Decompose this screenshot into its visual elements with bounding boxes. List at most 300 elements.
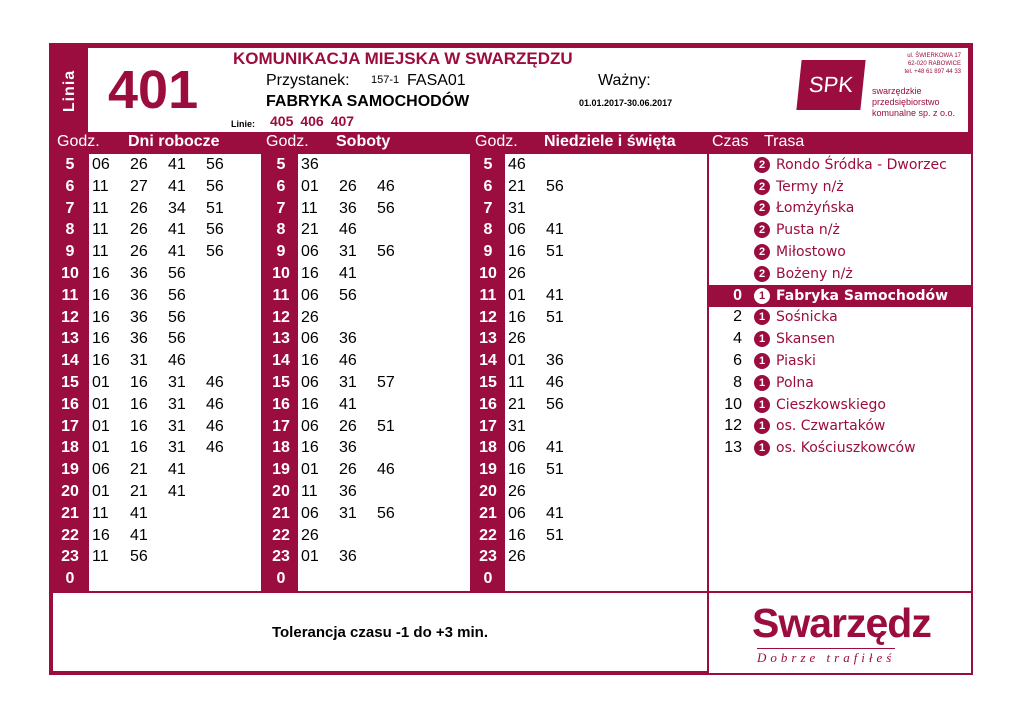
hour-cell: 7 — [65, 199, 75, 217]
departure-minute: 16 — [508, 461, 526, 479]
departure-minute: 56 — [206, 221, 224, 239]
hour-cell: 11 — [61, 286, 79, 304]
route-stop-name: Polna — [776, 374, 814, 391]
minutes-row — [505, 328, 707, 350]
minutes-row — [505, 154, 707, 176]
departure-minute: 21 — [130, 461, 148, 479]
hour-cell: 13 — [479, 330, 497, 348]
spk-full-name: swarzędzkie przedsiębiorstwo komunalne sp. z o.o. — [872, 86, 956, 118]
hour-cell: 8 — [483, 221, 493, 239]
minutes-row — [298, 525, 470, 547]
route-stop-name: Pusta n/ż — [776, 222, 840, 239]
spk-logo-mark: SPK — [796, 60, 865, 110]
hour-cell: 17 — [272, 417, 290, 435]
departure-minute: 01 — [92, 373, 110, 391]
hour-cell: 5 — [65, 156, 75, 173]
minutes-row — [505, 546, 707, 568]
minutes-row — [505, 241, 707, 263]
hour-cell: 20 — [272, 482, 290, 500]
departure-minute: 46 — [508, 156, 526, 173]
departure-minute: 41 — [168, 177, 186, 195]
minutes-row — [89, 350, 261, 372]
hour-cell: 6 — [65, 177, 75, 195]
zone-badge: 1 — [754, 331, 770, 347]
hour-cell: 13 — [61, 330, 79, 348]
departure-minute: 06 — [301, 504, 319, 522]
route-stop-row — [709, 219, 971, 241]
departure-minute: 26 — [130, 243, 148, 261]
departure-minute: 36 — [130, 264, 148, 282]
departure-minute: 21 — [130, 482, 148, 500]
minutes-row — [89, 437, 261, 459]
route-stop-row — [709, 437, 971, 459]
hour-cell: 0 — [276, 570, 286, 588]
route-stop-row — [709, 198, 971, 220]
hour-cell: 6 — [483, 177, 493, 195]
hour-cell: 23 — [272, 548, 290, 566]
minutes-row — [298, 219, 470, 241]
departure-minute: 16 — [92, 308, 110, 326]
minutes-row — [89, 241, 261, 263]
departure-minute: 21 — [508, 395, 526, 413]
departure-minute: 26 — [508, 482, 526, 500]
hour-cell: 14 — [272, 352, 290, 370]
departure-minute: 26 — [130, 221, 148, 239]
stop-travel-time: 6 — [733, 352, 742, 370]
minutes-row — [89, 503, 261, 525]
route-time-header — [712, 133, 748, 151]
departure-minute: 16 — [301, 439, 319, 457]
departure-minute: 41 — [546, 221, 564, 239]
zone-badge: 2 — [754, 222, 770, 238]
stop-travel-time: 2 — [733, 308, 742, 326]
route-stop-name: os. Czwartaków — [776, 418, 886, 435]
stop-code-small: 157-1 — [371, 74, 400, 86]
departure-minute: 01 — [92, 417, 110, 435]
hour-cell: 12 — [61, 308, 79, 326]
departure-minute: 56 — [206, 156, 224, 173]
hour-cell: 6 — [276, 177, 286, 195]
route-stop-name: Fabryka Samochodów — [776, 287, 949, 304]
hour-cell: 19 — [479, 461, 497, 479]
departure-minute: 56 — [377, 243, 395, 261]
minutes-row — [298, 459, 470, 481]
departure-minute: 36 — [339, 330, 357, 348]
stop-travel-time: 13 — [724, 439, 742, 457]
departure-minute: 56 — [546, 177, 564, 195]
departure-minute: 11 — [92, 548, 109, 566]
stop-name: FABRYKA SAMOCHODÓW — [266, 93, 470, 110]
departure-minute: 46 — [339, 221, 357, 239]
hour-cell: 21 — [61, 504, 79, 522]
minutes-row — [298, 546, 470, 568]
departure-minute: 34 — [168, 199, 186, 217]
minutes-row — [89, 525, 261, 547]
departure-minute: 41 — [168, 156, 186, 173]
stop-travel-time: 10 — [724, 395, 742, 413]
route-title: Trasa — [764, 133, 805, 150]
zone-badge: 1 — [754, 440, 770, 456]
minutes-row — [89, 568, 261, 590]
address-line: ul. ŚWIERKOWA 17 — [907, 53, 961, 59]
hour-cell: 7 — [276, 199, 286, 217]
route-stop-row — [709, 350, 971, 372]
zone-badge: 2 — [754, 244, 770, 260]
departure-minute: 56 — [130, 548, 148, 566]
departure-minute: 06 — [301, 330, 319, 348]
route-stop-name: Bożeny n/ż — [776, 265, 853, 282]
hour-cell: 8 — [65, 221, 75, 239]
departure-minute: 31 — [130, 352, 148, 370]
minutes-row — [298, 263, 470, 285]
departure-minute: 41 — [546, 439, 564, 457]
departure-minute: 16 — [508, 243, 526, 261]
zone-badge: 2 — [754, 200, 770, 216]
other-line-link[interactable]: 406 — [300, 113, 324, 129]
departure-minute: 11 — [301, 482, 318, 500]
departure-minute: 56 — [546, 395, 564, 413]
departure-minute: 16 — [301, 352, 319, 370]
minutes-row — [89, 307, 261, 329]
departure-minute: 26 — [508, 548, 526, 566]
weekday-hours — [51, 154, 89, 590]
departure-minute: 21 — [301, 221, 319, 239]
departure-minute: 01 — [301, 177, 319, 195]
departure-minute: 41 — [168, 221, 186, 239]
departure-minute: 06 — [92, 156, 110, 173]
hour-cell: 7 — [483, 199, 493, 217]
minutes-row — [89, 176, 261, 198]
departure-minute: 31 — [339, 504, 357, 522]
minutes-row — [298, 328, 470, 350]
zone-badge: 2 — [754, 179, 770, 195]
minutes-row — [89, 154, 261, 176]
departure-minute: 41 — [168, 243, 186, 261]
departure-minute: 01 — [508, 352, 526, 370]
minutes-row — [89, 372, 261, 394]
departure-minute: 26 — [339, 461, 357, 479]
departure-minute: 56 — [206, 177, 224, 195]
departure-minute: 01 — [92, 439, 110, 457]
departure-minute: 51 — [546, 461, 564, 479]
route-stop-name: Sośnicka — [776, 309, 838, 326]
stop-travel-time: 0 — [733, 286, 742, 304]
departure-minute: 36 — [301, 156, 319, 173]
departure-minute: 21 — [508, 177, 526, 195]
hour-cell: 16 — [61, 395, 79, 413]
hour-cell: 20 — [61, 482, 79, 500]
route-header — [764, 133, 804, 151]
departure-minute: 31 — [168, 417, 186, 435]
departure-minute: 26 — [130, 199, 148, 217]
departure-minute: 26 — [130, 156, 148, 173]
other-line-link[interactable]: 405 — [270, 113, 294, 129]
weekday-title: Dni robocze — [128, 133, 220, 150]
minutes-row — [505, 372, 707, 394]
minutes-row — [89, 263, 261, 285]
saturday-minutes — [298, 154, 470, 591]
address-line: tel. +48 61 897 44 33 — [904, 69, 961, 75]
route-stop-row — [709, 328, 971, 350]
swarzedz-tagline: Dobrze trafiłeś — [757, 650, 896, 665]
departure-minute: 41 — [168, 482, 186, 500]
minutes-row — [505, 459, 707, 481]
valid-label: Ważny: — [598, 72, 651, 89]
departure-minute: 46 — [168, 352, 186, 370]
departure-minute: 16 — [92, 352, 110, 370]
departure-minute: 56 — [339, 286, 357, 304]
departure-minute: 31 — [508, 417, 526, 435]
departure-minute: 51 — [546, 308, 564, 326]
sunday-title: Niedziele i święta — [544, 133, 676, 150]
departure-minute: 51 — [546, 243, 564, 261]
zone-badge: 1 — [754, 375, 770, 391]
linia-label-text: Linia — [61, 69, 78, 113]
current-stop-row — [709, 285, 971, 307]
company-address — [904, 52, 961, 76]
minutes-row — [298, 481, 470, 503]
departure-minute: 16 — [508, 308, 526, 326]
departure-minute: 16 — [130, 439, 148, 457]
departure-minute: 16 — [92, 330, 110, 348]
route-stop-name: Skansen — [776, 331, 835, 348]
departure-minute: 31 — [168, 439, 186, 457]
hour-cell: 9 — [483, 243, 493, 261]
departure-minute: 51 — [206, 199, 224, 217]
hour-cell: 16 — [479, 395, 497, 413]
minutes-row — [505, 525, 707, 547]
minutes-row — [298, 394, 470, 416]
departure-minute: 36 — [130, 308, 148, 326]
line-number: 401 — [108, 60, 199, 120]
hour-cell: 18 — [61, 439, 79, 457]
minutes-row — [505, 437, 707, 459]
departure-minute: 16 — [508, 526, 526, 544]
departure-minute: 36 — [339, 439, 357, 457]
hour-label: Godz. — [57, 133, 100, 150]
departure-minute: 41 — [339, 395, 357, 413]
departure-minute: 06 — [301, 286, 319, 304]
departure-minute: 36 — [339, 548, 357, 566]
minutes-row — [505, 350, 707, 372]
hour-cell: 12 — [272, 308, 290, 326]
minutes-row — [298, 568, 470, 590]
departure-minute: 36 — [130, 286, 148, 304]
minutes-row — [89, 285, 261, 307]
route-panel — [709, 154, 971, 591]
route-stop-name: Termy n/ż — [776, 178, 844, 195]
hour-cell: 12 — [479, 308, 497, 326]
hour-cell: 10 — [272, 264, 290, 282]
hour-cell: 15 — [61, 373, 79, 391]
other-lines — [270, 113, 354, 129]
departure-minute: 36 — [339, 482, 357, 500]
valid-dates: 01.01.2017-30.06.2017 — [579, 98, 673, 108]
departure-minute: 26 — [339, 177, 357, 195]
linia-vertical-label — [55, 52, 85, 130]
stop-code: FASA01 — [407, 72, 466, 89]
minutes-row — [89, 219, 261, 241]
hour-cell: 21 — [479, 504, 497, 522]
minutes-row — [505, 568, 707, 590]
hour-cell: 19 — [272, 461, 290, 479]
weekday-header — [128, 133, 220, 151]
departure-minute: 16 — [92, 526, 110, 544]
hour-cell: 8 — [276, 221, 286, 239]
minutes-row — [505, 263, 707, 285]
minutes-row — [298, 416, 470, 438]
minutes-row — [505, 307, 707, 329]
sunday-header — [544, 133, 676, 151]
hour-cell: 5 — [276, 156, 286, 173]
departure-minute: 27 — [130, 177, 148, 195]
hour-cell: 17 — [479, 417, 497, 435]
hour-cell: 10 — [61, 264, 79, 282]
departure-minute: 31 — [339, 243, 357, 261]
minutes-row — [505, 176, 707, 198]
zone-badge: 2 — [754, 266, 770, 282]
departure-minute: 01 — [301, 548, 319, 566]
departure-minute: 06 — [301, 243, 319, 261]
zone-badge: 1 — [754, 288, 770, 304]
departure-minute: 06 — [92, 461, 110, 479]
route-stop-row — [709, 263, 971, 285]
hour-cell: 20 — [479, 482, 497, 500]
saturday-hour-header — [266, 133, 309, 151]
minutes-row — [89, 546, 261, 568]
hour-cell: 13 — [272, 330, 290, 348]
departure-minute: 16 — [130, 395, 148, 413]
departure-minute: 51 — [546, 526, 564, 544]
hour-cell: 11 — [272, 286, 290, 304]
hour-cell: 14 — [479, 352, 497, 370]
route-stop-row — [709, 307, 971, 329]
departure-minute: 31 — [168, 373, 186, 391]
departure-minute: 01 — [92, 395, 110, 413]
departure-minute: 36 — [339, 199, 357, 217]
departure-minute: 46 — [206, 373, 224, 391]
minutes-row — [89, 198, 261, 220]
departure-minute: 11 — [92, 221, 109, 239]
departure-minute: 31 — [339, 373, 357, 391]
departure-minute: 11 — [301, 199, 318, 217]
saturday-header — [336, 133, 390, 151]
hour-cell: 11 — [479, 286, 497, 304]
route-stop-name: Łomżyńska — [776, 200, 855, 217]
departure-minute: 26 — [508, 264, 526, 282]
departure-minute: 56 — [168, 308, 186, 326]
departure-minute: 46 — [206, 439, 224, 457]
hour-cell: 0 — [483, 570, 493, 588]
departure-minute: 26 — [508, 330, 526, 348]
departure-minute: 56 — [168, 264, 186, 282]
departure-minute: 11 — [92, 177, 109, 195]
minutes-row — [89, 459, 261, 481]
departure-minute: 56 — [168, 330, 186, 348]
minutes-row — [298, 241, 470, 263]
departure-minute: 41 — [546, 286, 564, 304]
minutes-row — [505, 394, 707, 416]
weekday-hour-header — [57, 133, 100, 151]
minutes-row — [505, 219, 707, 241]
departure-minute: 56 — [377, 504, 395, 522]
departure-minute: 16 — [301, 395, 319, 413]
other-line-link[interactable]: 407 — [330, 113, 355, 129]
departure-minute: 36 — [546, 352, 564, 370]
hour-cell: 5 — [483, 156, 493, 173]
hour-cell: 21 — [272, 504, 290, 522]
departure-minute: 16 — [130, 373, 148, 391]
departure-minute: 41 — [130, 504, 148, 522]
departure-minute: 46 — [377, 461, 395, 479]
zone-badge: 1 — [754, 418, 770, 434]
minutes-row — [298, 503, 470, 525]
minutes-row — [505, 285, 707, 307]
minutes-row — [298, 285, 470, 307]
route-stop-row — [709, 154, 971, 176]
departure-minute: 11 — [92, 243, 109, 261]
hour-cell: 9 — [65, 243, 75, 261]
saturday-hours — [262, 154, 300, 590]
hour-cell: 9 — [276, 243, 286, 261]
route-stop-name: os. Kościuszkowców — [776, 440, 916, 457]
minutes-row — [505, 416, 707, 438]
departure-minute: 56 — [377, 199, 395, 217]
route-stop-name: Piaski — [776, 353, 816, 370]
departure-minute: 31 — [168, 395, 186, 413]
saturday-title: Soboty — [336, 133, 391, 150]
zone-badge: 1 — [754, 353, 770, 369]
hour-label: Godz. — [266, 133, 309, 150]
departure-minute: 01 — [508, 286, 526, 304]
departure-minute: 36 — [130, 330, 148, 348]
departure-minute: 06 — [508, 504, 526, 522]
hour-cell: 18 — [479, 439, 497, 457]
minutes-row — [505, 198, 707, 220]
departure-minute: 46 — [206, 395, 224, 413]
departure-minute: 16 — [301, 264, 319, 282]
departure-minute: 46 — [339, 352, 357, 370]
zone-badge: 1 — [754, 397, 770, 413]
minutes-row — [298, 198, 470, 220]
minutes-row — [298, 307, 470, 329]
hour-label: Godz. — [475, 133, 518, 150]
lines-label: Linie: — [231, 119, 255, 129]
departure-minute: 06 — [301, 373, 319, 391]
route-stop-name: Cieszkowskiego — [776, 396, 886, 413]
sunday-hours — [469, 154, 507, 590]
departure-minute: 41 — [546, 504, 564, 522]
stop-travel-time: 12 — [724, 417, 742, 435]
hour-cell: 15 — [479, 373, 497, 391]
hour-cell: 18 — [272, 439, 290, 457]
minutes-row — [298, 437, 470, 459]
departure-minute: 56 — [168, 286, 186, 304]
sunday-hour-header — [475, 133, 518, 151]
swarzedz-logo: Swarzędz — [752, 600, 931, 646]
departure-minute: 11 — [508, 373, 525, 391]
departure-minute: 16 — [92, 264, 110, 282]
minutes-row — [298, 372, 470, 394]
hour-cell: 17 — [61, 417, 79, 435]
minutes-row — [89, 328, 261, 350]
route-stop-name: Rondo Śródka - Dworzec — [776, 156, 947, 173]
weekday-minutes — [89, 154, 261, 591]
minutes-row — [89, 394, 261, 416]
route-stop-name: Miłostowo — [776, 244, 846, 261]
departure-minute: 06 — [508, 221, 526, 239]
route-stop-row — [709, 241, 971, 263]
